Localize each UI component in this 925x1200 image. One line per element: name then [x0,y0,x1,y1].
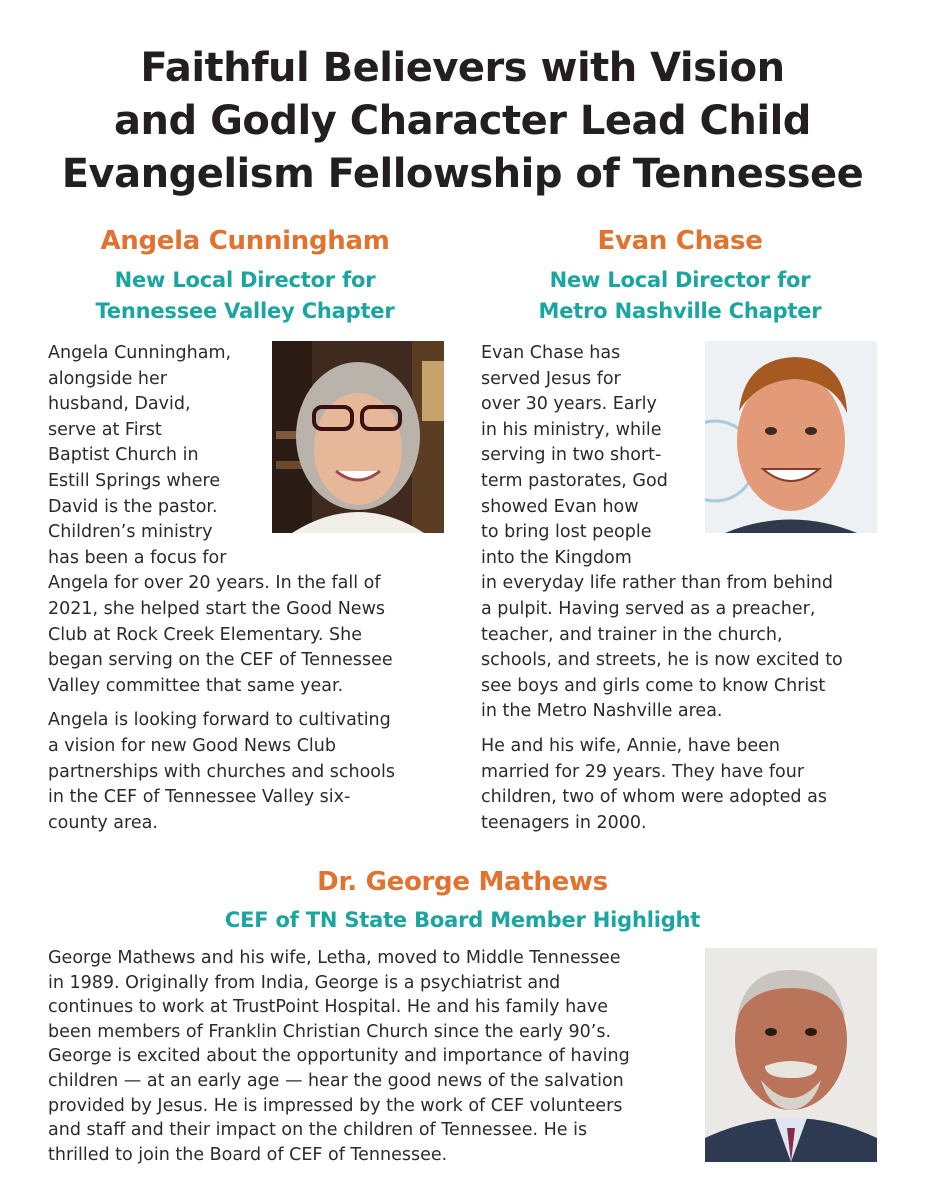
role-line: Metro Nashville Chapter [538,299,822,323]
angela-name: Angela Cunningham [100,226,390,256]
bio-line: children, two of whom were adopted as [481,787,827,808]
bio-line: a pulpit. Having served as a preacher, [481,598,816,619]
bio-line: husband, David, [48,394,191,415]
page-title [0,42,925,201]
george-photo [705,948,877,1162]
bio-line: been members of Franklin Christian Church since the early 90’s. [48,1021,612,1042]
bio-line: term pastorates, God [481,470,668,491]
angela-role [40,265,450,327]
bio-line: into the Kingdom [481,547,632,568]
angela-bio-para1 [48,341,448,699]
bio-line: in 1989. Originally from India, George is a psychiatrist and [48,972,561,993]
bio-line: George is excited about the opportunity and importance of having [48,1046,630,1067]
angela-bio [48,341,448,836]
role-line: Tennessee Valley Chapter [95,299,395,323]
bio-line: children — at an early age — hear the good news of the salvation [48,1070,624,1091]
bio-line: has been a focus for [48,547,227,568]
bio-line: thrilled to join the Board of CEF of Tennessee. [48,1144,448,1165]
role-line: New Local Director for [549,268,811,292]
evan-bio-para1 [481,341,881,725]
bio-line: see boys and girls come to know Christ [481,675,826,696]
bio-line: a vision for new Good News Club [48,735,336,756]
bio-line: George Mathews and his wife, Letha, moved to Middle Tennessee [48,948,621,968]
bio-line: partnerships with churches and schools [48,761,395,782]
bio-line: Baptist Church in [48,445,199,466]
bio-line: began serving on the CEF of Tennessee [48,650,393,671]
title-line: and Godly Character Lead Child [114,98,811,144]
george-role: CEF of TN State Board Member Highlight [224,908,701,932]
bio-line: married for 29 years. They have four [481,761,805,782]
evan-role [470,265,890,327]
bio-line: showed Evan how [481,496,639,517]
bio-line: and staff and their impact on the children of Tennessee. He is [48,1120,588,1141]
bio-line: in his ministry, while [481,419,662,440]
bio-line: Estill Springs where [48,470,221,491]
bio-line: to bring lost people [481,522,652,543]
bio-line: 2021, she helped start the Good News [48,598,386,619]
bio-line: alongside her [48,368,167,389]
bio-line: Valley committee that same year. [48,675,344,696]
evan-bio [481,341,881,836]
bio-line: continues to work at TrustPoint Hospital. He and his family have [48,997,609,1018]
bio-line: Evan Chase has [481,343,621,363]
george-bio-para [48,946,688,1167]
role-line: New Local Director for [114,268,376,292]
title-line: Evangelism Fellowship of Tennessee [61,151,864,197]
bio-line: Angela Cunningham, [48,343,232,363]
bio-line: in the Metro Nashville area. [481,701,723,722]
bio-line: He and his wife, Annie, have been [481,735,780,756]
george-bio [48,946,688,1167]
bio-line: teacher, and trainer in the church, [481,624,783,645]
bio-line: county area. [48,812,158,833]
george-name: Dr. George Mathews [317,867,608,897]
bio-line: served Jesus for [481,368,621,389]
bio-line: in everyday life rather than from behind [481,573,833,594]
bio-line: Children’s ministry [48,522,213,543]
bio-line: Club at Rock Creek Elementary. She [48,624,362,645]
evan-bio-para2 [481,734,881,836]
bio-line: Angela is looking forward to cultivating [48,710,391,731]
title-line: Faithful Believers with Vision [140,45,785,91]
evan-name: Evan Chase [597,226,763,256]
bio-line: Angela for over 20 years. In the fall of [48,573,381,594]
angela-bio-para2 [48,708,448,836]
bio-line: David is the pastor. [48,496,218,517]
bio-line: schools, and streets, he is now excited to [481,650,843,671]
bio-line: provided by Jesus. He is impressed by the work of CEF volunteers [48,1095,623,1116]
bio-line: over 30 years. Early [481,394,657,415]
bio-line: in the CEF of Tennessee Valley six- [48,787,351,808]
bio-line: teenagers in 2000. [481,812,647,833]
bio-line: serving in two short- [481,445,662,466]
bio-line: serve at First [48,419,162,440]
